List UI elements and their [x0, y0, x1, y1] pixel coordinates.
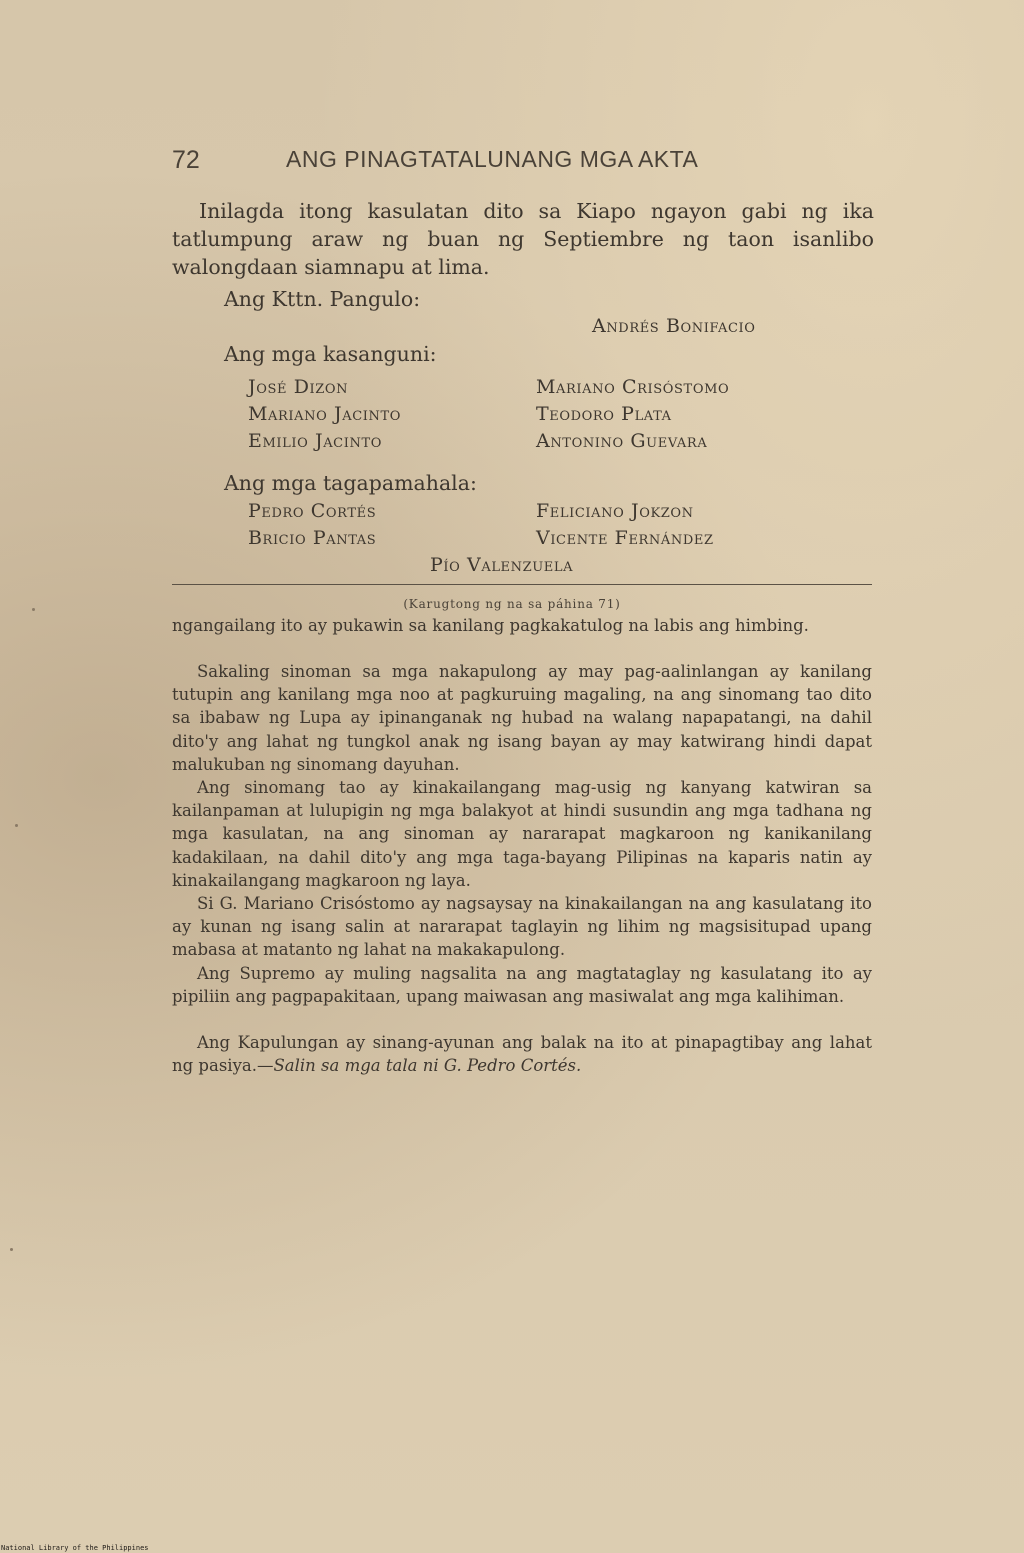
managers-label: Ang mga tagapamahala: — [224, 471, 477, 495]
advisers-label: Ang mga kasanguni: — [224, 342, 437, 366]
footnote-paragraph: ngangailang ito ay pukawin sa kanilang pagkakatulog na labis ang himbing. — [172, 616, 809, 635]
continuation-label: (Karugtong ng na sa páhina 71) — [403, 597, 621, 611]
footnote-divider — [172, 584, 872, 585]
footnote-paragraph-last — [172, 1031, 872, 1077]
adviser-name: Mariano Crisóstomo — [536, 376, 730, 398]
adviser-name: Emilio Jacinto — [248, 430, 382, 452]
page-number: 72 — [172, 146, 200, 174]
paper-speck — [10, 1248, 13, 1251]
paper-speck — [32, 608, 35, 611]
adviser-name: José Dizon — [248, 376, 349, 398]
manager-name: Vicente Fernández — [536, 527, 714, 549]
library-credit: National Library of the Philippines — [1, 1544, 149, 1552]
adviser-name: Mariano Jacinto — [248, 403, 402, 425]
footnote-paragraph: Si G. Mariano Crisóstomo ay nagsaysay na kinakailangan na ang kasulatang ito ay kunan ng isang salin at nararapat taglayin ng lihim ng magsisitupad upang mabasa at matanto ng lahat na makakapulong. — [172, 894, 872, 960]
footnote-paragraph: Ang Supremo ay muling nagsalita na ang magtataglay ng kasulatang ito ay pipiliin ang pagpapakitaan, upang maiwasan ang masiwalat ang mga kalihiman. — [172, 964, 872, 1007]
manager-name: Pedro Cortés — [248, 500, 377, 522]
source-attribution: Salin sa mga tala ni G. Pedro Cortés. — [273, 1056, 582, 1076]
page-header — [172, 146, 872, 180]
adviser-name: Teodoro Plata — [536, 403, 672, 425]
adviser-name: Antonino Guevara — [536, 430, 708, 452]
footnote-paragraph: Ang sinomang tao ay kinakailangang mag-usig ng kanyang katwiran sa kailanpaman at lulupigin ng mga balakyot at hindi susundin ang mga tadhana ng mga kasulatan, na ang sinoman ay nararapat magkaroon ng kanikanilang kadakilaan, na dahil dito'y ang mga taga-bayang Pilipinas na kaparis natin ay kinakailangang magkaroon ng laya. — [172, 778, 872, 890]
president-label: Ang Kttn. Pangulo: — [224, 287, 421, 311]
opening-paragraph: Inilagda itong kasulatan dito sa Kiapo ngayon gabi ng ika tatlumpung araw ng buan ng Septiembre ng taon isanlibo walongdaan siamnapu at lima. — [172, 199, 874, 279]
manager-name: Bricio Pantas — [248, 527, 377, 549]
last-paragraph-text: Ang Kapulungan ay sinang-ayunan ang balak na ito at pinapagtibay ang lahat ng pasiya.— — [172, 1033, 872, 1076]
president-name: Andrés Bonifacio — [592, 315, 756, 337]
footnote-paragraph: Sakaling sinoman sa mga nakapulong ay may pag-aalinlangan ay kanilang tutupin ang kanilang mga noo at pagkuruing magaling, na ang sinomang tao dito sa ibabaw ng Lupa ay ipinanganak ng hubad na walang napapatangi, na dahil dito'y ang lahat ng tungkol anak ng isang bayan ay may katwirang hindi dapat malukuban ng sinomang dayuhan. — [172, 662, 872, 774]
running-title: ANG PINAGTATALUNANG MGA AKTA — [286, 146, 699, 172]
manager-name: Pío Valenzuela — [430, 554, 574, 576]
manager-name: Feliciano Jokzon — [536, 500, 694, 522]
paper-speck — [15, 824, 18, 827]
